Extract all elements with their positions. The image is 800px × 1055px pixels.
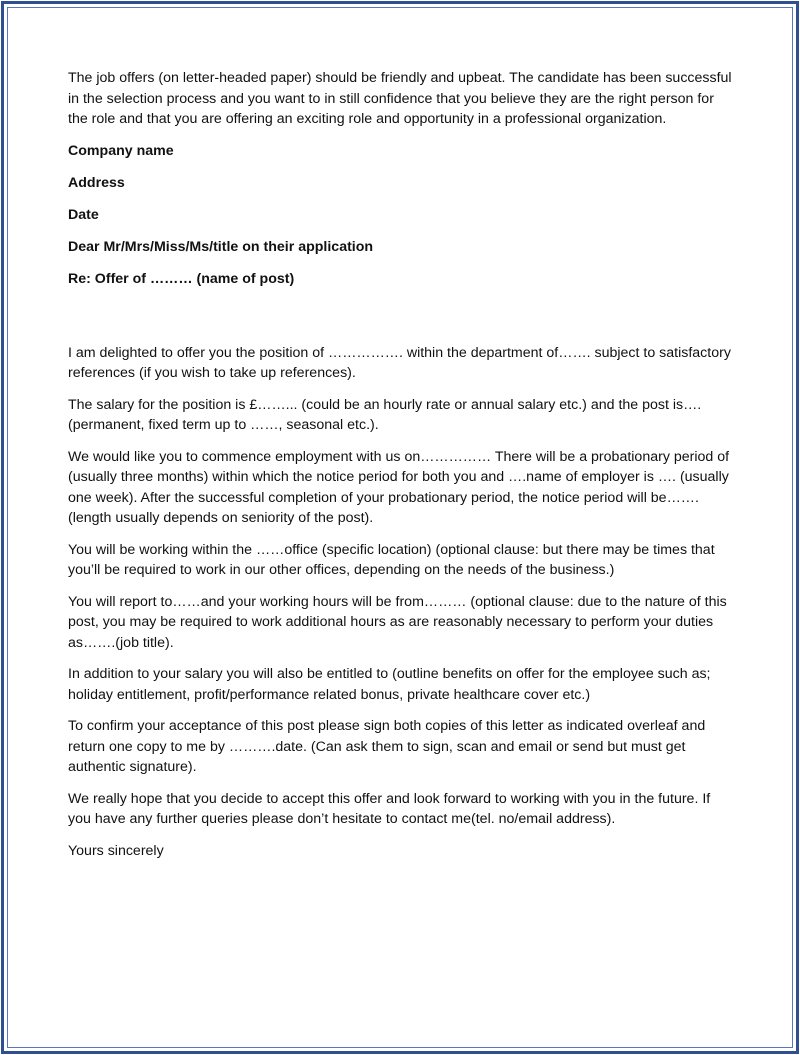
body-paragraph-location: You will be working within the ……office (specific location) (optional clause: but there may be times that you’ll be required to work in our other offices, depending on the needs of the business.)	[68, 541, 715, 578]
subject-line: Re: Offer of ……… (name of post)	[68, 270, 295, 287]
company-name-line: Company name	[68, 142, 174, 159]
body-paragraph-benefits: In addition to your salary you will also be entitled to (outline benefits on offer for the employee such as; holiday entitlement, profit/performance related bonus, private healthcare cover etc.)	[68, 666, 711, 703]
spacer	[68, 301, 736, 343]
body-paragraph-hours: You will report to……and your working hours will be from……… (optional clause: due to the nature of this post, you may be required to work additional hours as are reasonably necessary to perform your duties as…….(job title).	[68, 593, 727, 651]
body-paragraph-closing-remarks: We really hope that you decide to accept this offer and look forward to working with you in the future. If you have any further queries please don’t hesitate to contact me(tel. no/email address).	[68, 790, 711, 827]
date-line: Date	[68, 206, 99, 223]
intro-paragraph: The job offers (on letter-headed paper) should be friendly and upbeat. The candidate has been successful in the selection process and you want to in still confidence that you believe they are the right person for the role and that you are offering an exciting role and opportunity in a professional organization.	[68, 70, 732, 127]
body-paragraph-position: I am delighted to offer you the position of ……………. within the department of……. subject to satisfactory references (if you wish to take up references).	[68, 344, 731, 381]
address-line: Address	[68, 174, 125, 191]
body-paragraph-commencement: We would like you to commence employment with us on…………… There will be a probationary period of (usually three months) within which the notice period for both you and ….name of employer is …. (usually one week). After the successful completion of your probationary period, the notice period will be……. (length usually depends on seniority of the post).	[68, 448, 730, 526]
closing-line: Yours sincerely	[68, 842, 164, 859]
salutation-line: Dear Mr/Mrs/Miss/Ms/title on their application	[68, 238, 374, 255]
letter-content	[68, 68, 736, 872]
body-paragraph-salary: The salary for the position is £……... (could be an hourly rate or annual salary etc.) and the post is…. (permanent, fixed term up to ……, seasonal etc.).	[68, 396, 702, 433]
body-paragraph-acceptance: To confirm your acceptance of this post please sign both copies of this letter as indicated overleaf and return one copy to me by ……….date. (Can ask them to sign, scan and email or send but must get authentic signature).	[68, 718, 706, 775]
